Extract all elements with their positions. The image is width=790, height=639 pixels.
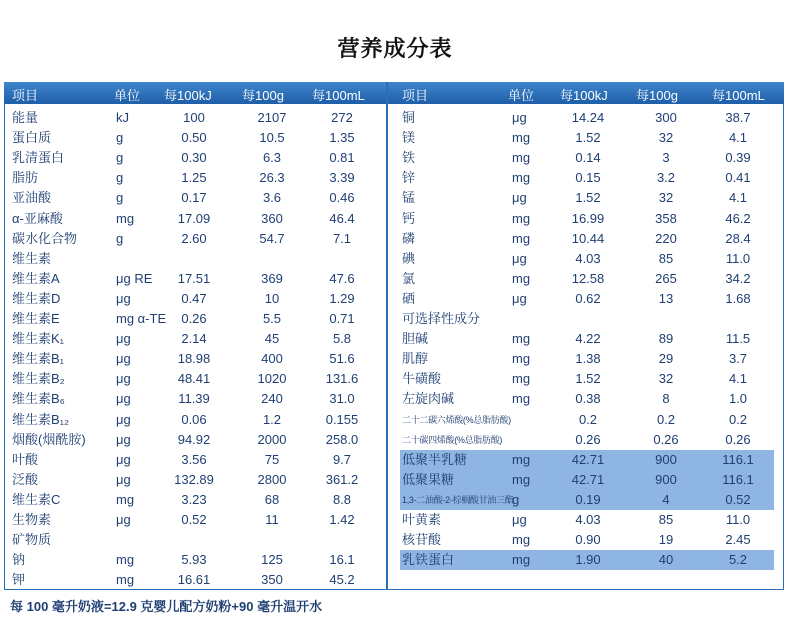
row-value-per-100kj: 42.71 (571, 451, 605, 467)
row-item-name: 肌醇 (402, 351, 429, 367)
row-value-per-100g: 2107 (257, 110, 287, 125)
table-row (4, 349, 386, 369)
row-item-name: 维生素B₁ (12, 351, 65, 367)
row-item-name: 氯 (402, 270, 416, 286)
row-value-per-100g: 68 (264, 491, 280, 507)
row-value-per-100ml: 51.6 (329, 351, 355, 367)
row-item-name: 牛磺酸 (402, 371, 442, 387)
row-value-per-100kj: 0.47 (181, 290, 207, 306)
row-value-per-100ml: 16.1 (329, 552, 355, 568)
row-item-name: 维生素B₁₂ (12, 411, 70, 427)
row-value-per-100kj: 16.61 (177, 572, 211, 588)
row-value-per-100ml: 258.0 (325, 431, 359, 447)
header-per-100g: 每100g (636, 88, 678, 103)
row-value-per-100kj: 1.52 (575, 130, 601, 146)
row-value-per-100kj: 94.92 (177, 431, 211, 447)
footer-note: 每 100 毫升奶液=12.9 克婴儿配方奶粉+90 毫升温开水 (10, 599, 323, 614)
table-row (400, 269, 774, 289)
header-item: 项目 (12, 88, 39, 103)
row-value-per-100kj: 0.2 (578, 411, 598, 427)
row-unit: mg (116, 210, 135, 226)
row-item-name: 维生素E (12, 311, 60, 326)
row-value-per-100g: 19 (658, 532, 674, 548)
table-row (400, 249, 774, 269)
row-item-name: 亚油酸 (12, 190, 52, 206)
row-value-per-100kj: 1.25 (181, 170, 207, 186)
row-value-per-100kj: 4.22 (575, 331, 601, 347)
table-row (4, 530, 386, 550)
row-value-per-100kj: 5.93 (181, 552, 207, 568)
row-value-per-100ml: 45.2 (329, 572, 355, 588)
row-item-name: 脂肪 (12, 170, 39, 186)
row-item-name: 矿物质 (12, 532, 52, 548)
row-unit: μg (512, 250, 527, 266)
table-row (400, 209, 774, 229)
table-header-left (4, 82, 386, 104)
row-value-per-100kj: 17.51 (177, 270, 211, 286)
row-value-per-100ml: 11.0 (725, 512, 751, 527)
row-item-name: 二十碳四烯酸(%总脂肪酸) (402, 434, 503, 445)
row-unit: μg (116, 451, 131, 467)
row-unit: μg (116, 431, 131, 447)
row-value-per-100kj: 0.15 (575, 170, 601, 186)
table-row (4, 209, 386, 229)
row-value-per-100g: 2000 (257, 431, 287, 447)
header-unit: 单位 (508, 88, 535, 103)
row-value-per-100g: 26.3 (259, 170, 285, 186)
row-value-per-100ml: 5.8 (332, 331, 352, 347)
table-row (400, 349, 774, 369)
header-per-100kj: 每100kJ (164, 88, 212, 103)
row-value-per-100g: 400 (261, 351, 283, 367)
row-value-per-100ml: 0.81 (329, 150, 355, 166)
row-value-per-100g: 265 (655, 270, 677, 286)
row-item-name: 左旋肉碱 (402, 391, 455, 407)
table-row (4, 289, 386, 309)
row-item-name: 能量 (12, 110, 39, 125)
row-value-per-100g: 85 (658, 512, 674, 527)
table-row (4, 148, 386, 168)
table-row (400, 168, 774, 188)
row-value-per-100kj: 1.52 (575, 371, 601, 387)
row-item-name: 锰 (402, 190, 416, 206)
row-unit: μg (512, 512, 527, 527)
row-item-name: 乳清蛋白 (12, 150, 65, 166)
row-value-per-100ml: 47.6 (329, 270, 355, 286)
row-value-per-100ml: 0.41 (725, 170, 751, 186)
row-value-per-100ml: 0.39 (725, 150, 751, 166)
row-value-per-100kj: 0.26 (575, 431, 601, 447)
table-row (400, 490, 774, 510)
row-unit: μg (116, 411, 131, 427)
row-value-per-100ml: 0.2 (728, 411, 748, 427)
row-item-name: 低聚半乳糖 (402, 451, 468, 467)
row-unit: mg (512, 471, 531, 487)
row-value-per-100kj: 1.38 (575, 351, 601, 367)
row-value-per-100kj: 0.50 (181, 130, 207, 146)
row-item-name: 维生素D (12, 290, 61, 306)
row-value-per-100kj: 1.52 (575, 190, 601, 206)
header-per-100ml: 每100mL (312, 88, 365, 103)
row-value-per-100kj: 16.99 (571, 210, 605, 226)
table-row (4, 128, 386, 148)
table-row (400, 369, 774, 389)
row-unit: μg (116, 471, 131, 487)
table-row (400, 510, 774, 530)
row-item-name: 维生素 (12, 250, 52, 266)
row-item-name: α-亚麻酸 (12, 210, 63, 226)
row-unit: mg (512, 331, 531, 347)
table-row (400, 148, 774, 168)
row-unit: mg (512, 391, 531, 407)
row-value-per-100kj: 10.44 (571, 230, 605, 246)
row-value-per-100ml: 3.7 (728, 351, 748, 367)
row-unit: g (116, 150, 124, 166)
table-row (400, 470, 774, 490)
column-divider (386, 82, 388, 590)
row-item-name: 钾 (12, 572, 26, 588)
table-row (4, 430, 386, 450)
table-row (4, 309, 386, 329)
row-value-per-100g: 45 (264, 331, 280, 347)
row-value-per-100ml: 116.1 (722, 451, 754, 467)
row-unit: μg RE (116, 270, 153, 286)
row-value-per-100kj: 42.71 (571, 471, 605, 487)
row-value-per-100ml: 28.4 (725, 230, 751, 246)
table-row (400, 410, 774, 430)
row-value-per-100kj: 48.41 (177, 371, 211, 387)
row-item-name: 磷 (402, 230, 416, 246)
table-row (400, 229, 774, 249)
row-value-per-100kj: 0.62 (575, 290, 601, 306)
table-row (4, 369, 386, 389)
row-value-per-100ml: 9.7 (332, 451, 352, 467)
row-unit: mg (116, 552, 135, 568)
table-row (4, 249, 386, 269)
row-value-per-100kj: 17.09 (177, 210, 211, 226)
row-value-per-100g: 240 (261, 391, 283, 407)
row-value-per-100kj: 14.24 (571, 110, 605, 125)
table-row (400, 108, 774, 128)
row-item-name: 生物素 (12, 512, 52, 527)
row-value-per-100g: 40 (658, 552, 674, 568)
row-value-per-100g: 220 (655, 230, 677, 246)
row-item-name: 胆碱 (402, 331, 429, 347)
row-item-name: 低聚果糖 (402, 471, 455, 487)
table-row (400, 128, 774, 148)
row-value-per-100ml: 131.6 (325, 371, 359, 387)
row-value-per-100ml: 5.2 (728, 552, 748, 568)
row-value-per-100ml: 7.1 (332, 230, 352, 246)
row-item-name: 烟酸(烟酰胺) (12, 431, 86, 447)
row-value-per-100g: 89 (658, 331, 674, 347)
header-item: 项目 (402, 88, 429, 103)
row-unit: mg (512, 210, 531, 226)
table-row (4, 470, 386, 490)
row-unit: mg (116, 491, 135, 507)
row-unit: μg (116, 512, 131, 527)
row-value-per-100ml: 361.2 (325, 471, 359, 487)
row-value-per-100ml: 116.1 (722, 471, 754, 487)
row-unit: mg (512, 371, 531, 387)
row-unit: kJ (116, 110, 129, 125)
row-item-name: 维生素C (12, 491, 61, 507)
row-value-per-100ml: 1.35 (329, 130, 355, 146)
row-unit: μg (116, 331, 131, 347)
row-item-name: 蛋白质 (12, 130, 52, 146)
table-row (4, 510, 386, 530)
table-row (400, 430, 774, 450)
row-unit: mg (512, 532, 531, 548)
table-row (4, 329, 386, 349)
table-row (4, 229, 386, 249)
row-value-per-100g: 10 (264, 290, 280, 306)
row-unit: μg (116, 351, 131, 367)
row-value-per-100g: 3 (662, 150, 670, 166)
row-value-per-100kj: 12.58 (571, 270, 605, 286)
row-value-per-100kj: 3.56 (181, 451, 207, 467)
row-item-name: 维生素A (12, 270, 60, 286)
table-row (4, 550, 386, 570)
row-value-per-100g: 5.5 (262, 311, 282, 326)
row-value-per-100g: 300 (655, 110, 677, 125)
row-value-per-100ml: 0.26 (725, 431, 751, 447)
row-unit: mg (512, 150, 531, 166)
table-row (4, 570, 386, 590)
table-row (400, 289, 774, 309)
row-value-per-100g: 3.2 (656, 170, 676, 186)
row-unit: mg (512, 351, 531, 367)
row-value-per-100g: 1020 (257, 371, 287, 387)
row-value-per-100g: 900 (655, 451, 677, 467)
row-value-per-100ml: 46.4 (329, 210, 355, 226)
row-value-per-100ml: 272 (331, 110, 353, 125)
row-value-per-100kj: 0.17 (181, 190, 207, 206)
row-value-per-100kj: 0.90 (575, 532, 601, 548)
row-value-per-100kj: 0.06 (181, 411, 207, 427)
row-unit: g (116, 130, 124, 146)
row-unit: g (116, 230, 124, 246)
row-value-per-100ml: 46.2 (725, 210, 751, 226)
row-value-per-100g: 10.5 (259, 130, 285, 146)
row-value-per-100g: 32 (658, 190, 674, 206)
table-row (400, 389, 774, 409)
row-unit: μg (512, 290, 527, 306)
row-value-per-100ml: 4.1 (728, 190, 748, 206)
row-value-per-100g: 32 (658, 371, 674, 387)
table-row (4, 168, 386, 188)
row-value-per-100kj: 100 (183, 110, 205, 125)
row-value-per-100g: 369 (261, 270, 283, 286)
row-item-name: 可选择性成分 (402, 311, 481, 326)
row-item-name: 维生素B₂ (12, 371, 65, 387)
row-value-per-100g: 13 (658, 290, 674, 306)
table-row (4, 410, 386, 430)
row-unit: μg (512, 110, 527, 125)
table-row (4, 269, 386, 289)
row-value-per-100ml: 2.45 (725, 532, 751, 548)
row-value-per-100kj: 0.30 (181, 150, 207, 166)
row-item-name: 泛酸 (12, 471, 39, 487)
table-row (400, 309, 774, 329)
row-item-name: 钠 (12, 552, 26, 568)
row-unit: mg (512, 170, 531, 186)
row-value-per-100g: 0.26 (653, 431, 679, 447)
row-value-per-100ml: 0.155 (325, 411, 359, 427)
row-unit: mg α-TE (116, 311, 167, 326)
row-value-per-100g: 4 (662, 491, 670, 507)
row-unit: mg (512, 270, 531, 286)
row-value-per-100g: 11 (265, 512, 279, 527)
row-value-per-100g: 360 (261, 210, 283, 226)
table-row (4, 108, 386, 128)
header-per-100g: 每100g (242, 88, 284, 103)
row-value-per-100g: 54.7 (259, 230, 285, 246)
row-value-per-100kj: 0.14 (575, 150, 601, 166)
row-value-per-100ml: 3.39 (329, 170, 355, 186)
row-value-per-100ml: 31.0 (329, 391, 355, 407)
row-value-per-100ml: 1.42 (329, 512, 355, 527)
row-value-per-100kj: 0.19 (575, 491, 601, 507)
row-value-per-100g: 6.3 (262, 150, 282, 166)
row-value-per-100kj: 132.89 (174, 471, 214, 487)
table-row (400, 450, 774, 470)
row-value-per-100ml: 4.1 (728, 371, 748, 387)
row-item-name: 铁 (402, 150, 416, 166)
row-value-per-100ml: 11.0 (725, 250, 751, 266)
row-item-name: 二十二碳六烯酸(%总脂肪酸) (402, 414, 511, 425)
row-value-per-100g: 85 (658, 250, 674, 266)
row-value-per-100kj: 0.52 (181, 512, 207, 527)
row-unit: g (512, 491, 520, 507)
row-value-per-100ml: 34.2 (725, 270, 751, 286)
row-value-per-100kj: 3.23 (181, 491, 207, 507)
row-unit: g (116, 170, 124, 186)
row-item-name: 叶酸 (12, 451, 39, 467)
row-unit: μg (116, 290, 131, 306)
row-unit: g (116, 190, 124, 206)
row-value-per-100g: 1.2 (262, 411, 282, 427)
row-item-name: 核苷酸 (402, 532, 442, 548)
row-value-per-100g: 32 (658, 130, 674, 146)
row-value-per-100g: 358 (655, 210, 677, 226)
row-value-per-100g: 8 (662, 391, 670, 407)
row-unit: mg (116, 572, 135, 588)
table-row (4, 490, 386, 510)
row-value-per-100g: 75 (264, 451, 280, 467)
row-value-per-100ml: 8.8 (332, 491, 352, 507)
row-item-name: 1,3-二油酸-2-棕榈酸甘油三酯 (402, 494, 514, 505)
row-item-name: 硒 (402, 290, 416, 306)
row-item-name: 乳铁蛋白 (402, 552, 455, 568)
row-value-per-100ml: 4.1 (728, 130, 748, 146)
row-value-per-100ml: 0.71 (329, 311, 355, 326)
row-value-per-100kj: 18.98 (177, 351, 211, 367)
table-row (400, 530, 774, 550)
table-row (4, 389, 386, 409)
row-value-per-100ml: 1.29 (329, 290, 355, 306)
row-unit: mg (512, 130, 531, 146)
row-value-per-100kj: 0.26 (181, 311, 207, 326)
row-item-name: 钙 (402, 210, 416, 226)
row-item-name: 维生素K₁ (12, 331, 65, 347)
row-value-per-100g: 125 (261, 552, 283, 568)
row-unit: μg (116, 391, 131, 407)
row-value-per-100ml: 1.68 (725, 290, 751, 306)
row-value-per-100g: 3.6 (262, 190, 282, 206)
row-value-per-100g: 350 (261, 572, 283, 588)
header-per-100ml: 每100mL (712, 88, 765, 103)
row-item-name: 维生素B₆ (12, 391, 65, 407)
row-value-per-100ml: 0.46 (329, 190, 355, 206)
row-value-per-100ml: 11.5 (725, 331, 751, 347)
row-value-per-100g: 29 (658, 351, 674, 367)
table-header-right (388, 82, 784, 104)
row-value-per-100kj: 2.14 (181, 331, 207, 347)
row-value-per-100kj: 2.60 (181, 230, 207, 246)
row-value-per-100g: 0.2 (656, 411, 676, 427)
row-item-name: 碳水化合物 (12, 230, 78, 246)
row-item-name: 叶黄素 (402, 512, 442, 527)
row-item-name: 镁 (402, 130, 416, 146)
table-row (4, 450, 386, 470)
header-unit: 单位 (114, 88, 141, 103)
page-title: 营养成分表 (337, 36, 453, 61)
row-unit: μg (512, 190, 527, 206)
row-unit: μg (116, 371, 131, 387)
row-value-per-100g: 2800 (257, 471, 287, 487)
row-value-per-100ml: 0.52 (725, 491, 751, 507)
row-value-per-100kj: 4.03 (575, 250, 601, 266)
table-row (400, 329, 774, 349)
row-value-per-100kj: 0.38 (575, 391, 601, 407)
row-value-per-100ml: 1.0 (728, 391, 748, 407)
row-item-name: 碘 (402, 250, 416, 266)
row-item-name: 锌 (402, 170, 416, 186)
table-row (400, 550, 774, 570)
header-per-100kj: 每100kJ (560, 88, 608, 103)
row-value-per-100kj: 1.90 (575, 552, 601, 568)
row-item-name: 铜 (402, 110, 416, 125)
row-unit: mg (512, 451, 531, 467)
row-value-per-100ml: 38.7 (725, 110, 751, 125)
row-unit: mg (512, 552, 531, 568)
table-row (4, 188, 386, 208)
row-value-per-100kj: 4.03 (575, 512, 601, 527)
table-row (400, 188, 774, 208)
row-value-per-100kj: 11.39 (178, 391, 210, 407)
row-value-per-100g: 900 (655, 471, 677, 487)
row-unit: mg (512, 230, 531, 246)
